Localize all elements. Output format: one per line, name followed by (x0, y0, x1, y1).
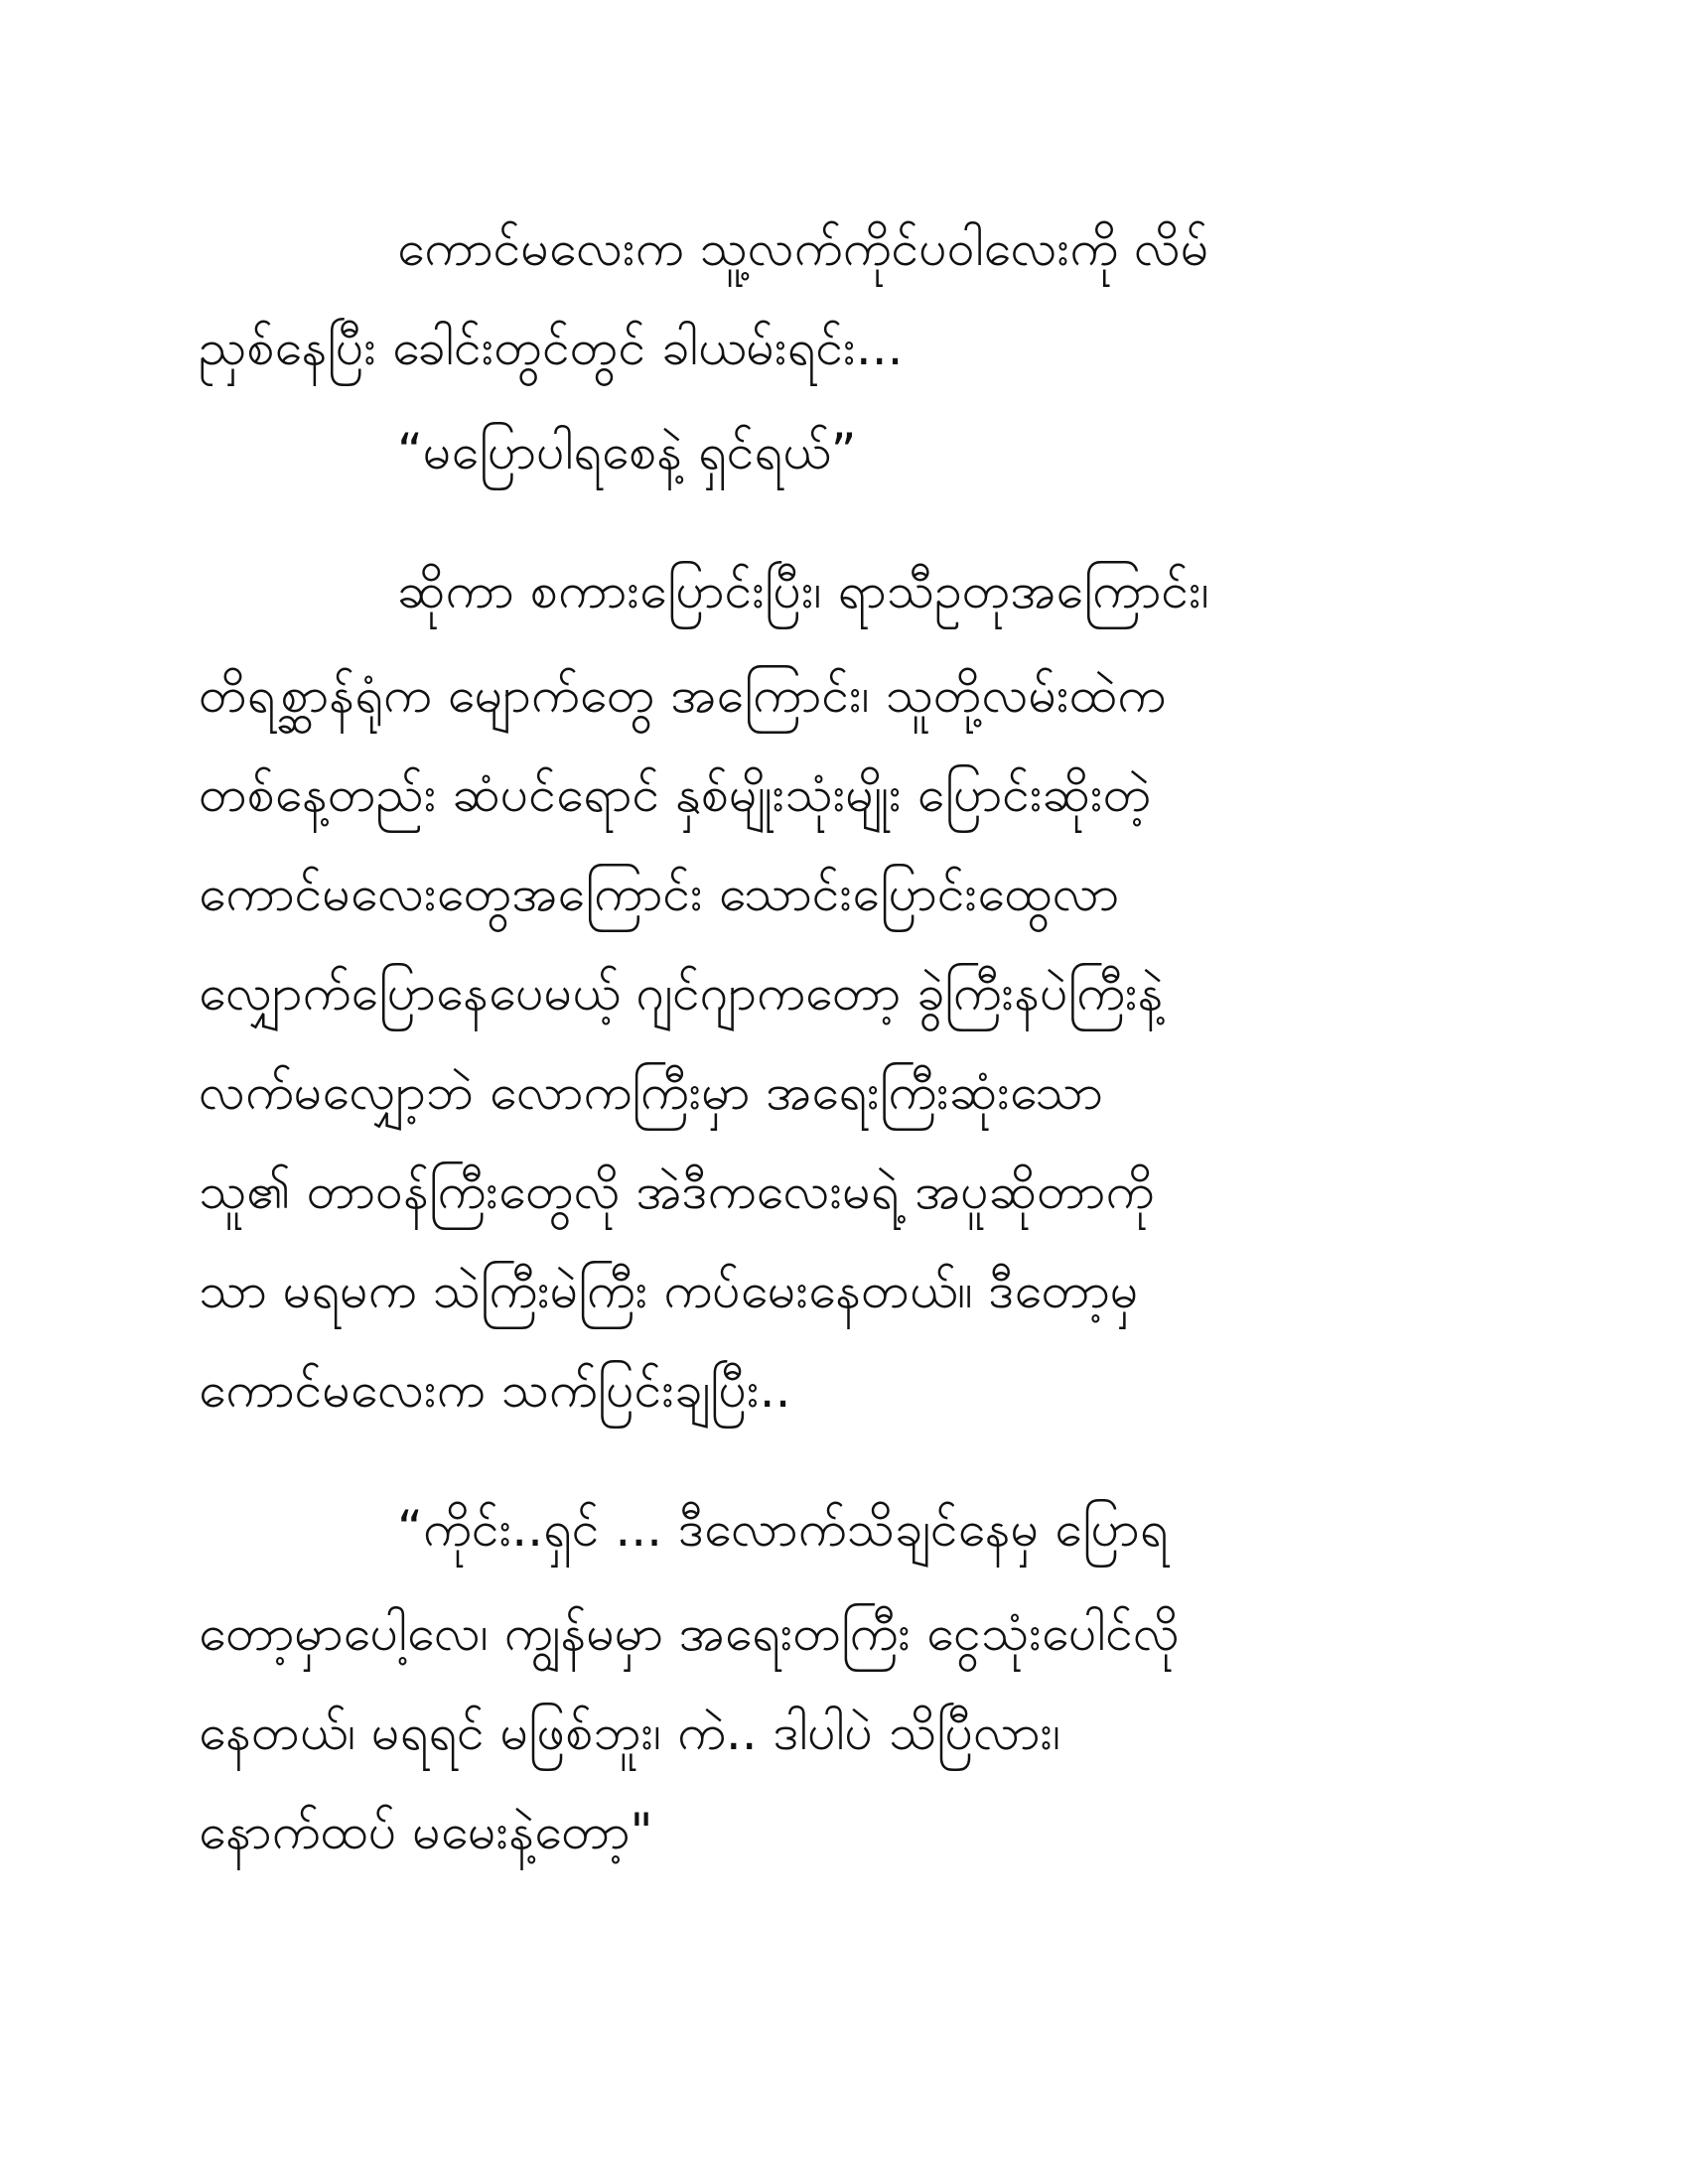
paragraph-2-line-7: သူ၏ တာဝန်ကြီးတွေလို အဲဒီကလေးမရဲ့ အပူဆိုတာကို (199, 1162, 1155, 1220)
paragraph-2-line-9: ကောင်မလေးက သက်ပြင်းချပြီး.. (199, 1361, 791, 1419)
dialogue-2-line-1: “ကိုင်း..ရှင် ... ဒီလောက်သိချင်နေမှ ပြောရ (397, 1500, 1169, 1558)
dialogue-2-line-3: နေတယ်၊ မရရင် မဖြစ်ဘူး၊ ကဲ.. ဒါပါပဲ သိပြီလား၊ (199, 1704, 1061, 1761)
paragraph-2-line-8: သာ မရမက သဲကြီးမဲကြီး ကပ်မေးနေတယ်။ ဒီတော့မှ (199, 1262, 1139, 1319)
dialogue-2-line-2: တော့မှာပေါ့လေ၊ ကျွန်မမှာ အရေးတကြီး ငွေသုံးပေါင်လို (199, 1604, 1180, 1662)
paragraph-1-line-1: ကောင်မလေးက သူ့လက်ကိုင်ပဝါလေးကို လိမ် (397, 219, 1209, 277)
dialogue-2-line-4: နောက်ထပ် မမေးနဲ့တော့" (199, 1803, 653, 1860)
paragraph-2-line-5: လျှောက်ပြောနေပေမယ့် ဂျင်ဂျာကတော့ ခွဲကြီးနပဲကြီးနဲ့ (199, 964, 1164, 1022)
paragraph-2-line-3: တစ်နေ့တည်း ဆံပင်ရောင် နှစ်မျိုးသုံးမျိုး ပြောင်းဆိုးတဲ့ (199, 765, 1152, 823)
dialogue-line-1: “မပြောပါရစေနဲ့ ရှင်ရယ်” (397, 423, 857, 480)
paragraph-2-line-6: လက်မလျှော့ဘဲ လောကကြီးမှာ အရေးကြီးဆုံးသော (199, 1063, 1103, 1121)
paragraph-1-line-2: ညှစ်နေပြီး ခေါင်းတွင်တွင် ခါယမ်းရင်း... (199, 319, 904, 376)
paragraph-2-line-2: တိရစ္ဆာန်ရုံက မျောက်တွေ အကြောင်း၊ သူတို့လမ်းထဲက (199, 666, 1166, 724)
paragraph-2-line-1: ဆိုကာ စကားပြောင်းပြီး၊ ရာသီဥတုအကြောင်း၊ (397, 562, 1209, 619)
paragraph-2-line-4: ကောင်မလေးတွေအကြောင်း သောင်းပြောင်းထွေလာ (199, 865, 1120, 922)
